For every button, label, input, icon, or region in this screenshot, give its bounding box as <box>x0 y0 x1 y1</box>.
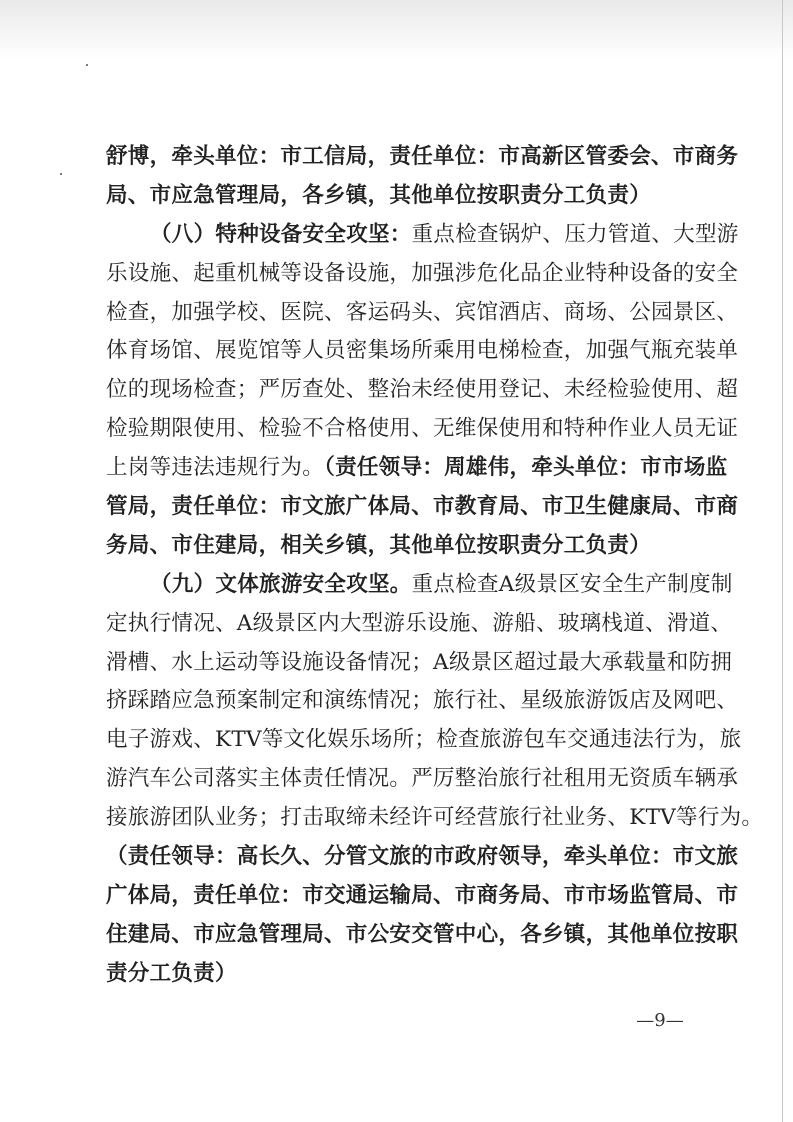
text-segment: 滑槽、水上运动等设施设备情况；A级景区超过最大承载量和防拥 <box>106 649 733 675</box>
text-segment: 定执行情况、A级景区内大型游乐设施、游船、玻璃栈道、滑道、 <box>106 610 733 636</box>
text-line <box>106 682 739 721</box>
bold-text-segment: 住建局、市应急管理局、市公安交管中心，各乡镇，其他单位按职 <box>106 921 739 947</box>
bold-text-segment: 广体局，责任单位：市交通运输局、市商务局、市市场监管局、市 <box>106 882 739 908</box>
text-segment: 位的现场检查；严厉查处、整治未经使用登记、未经检验使用、超 <box>106 377 739 403</box>
text-line <box>106 721 742 760</box>
text-segment: 乐设施、起重机械等设备设施，加强涉危化品企业特种设备的安全 <box>106 260 739 286</box>
text-line <box>106 177 696 216</box>
bold-text-segment: 务局、市住建局，相关乡镇，其他单位按职责分工负责） <box>106 532 652 558</box>
text-segment: 体育场馆、展览馆等人员密集场所乘用电梯检查，加强气瓶充装单 <box>106 338 739 364</box>
bold-text-segment: （责任领导：周雄伟，牵头单位：市市场监 <box>324 455 728 481</box>
text-segment: 接旅游团队业务；打击取缔未经许可经营旅行社业务、KTV等行为。 <box>106 805 764 831</box>
text-segment: 检查，加强学校、医院、客运码头、宾馆酒店、商场、公园景区、 <box>106 299 739 325</box>
text-line <box>106 760 739 799</box>
text-line <box>106 449 728 488</box>
bold-text-segment: 局、市应急管理局，各乡镇，其他单位按职责分工负责） <box>106 182 652 208</box>
text-line <box>106 371 739 410</box>
text-line <box>106 566 733 605</box>
text-line <box>106 255 739 294</box>
text-segment: 检验期限使用、检验不合格使用、无维保使用和特种作业人员无证 <box>106 416 739 442</box>
text-line <box>106 605 733 644</box>
text-line <box>106 138 739 177</box>
text-line <box>106 877 739 916</box>
text-line <box>106 955 696 994</box>
text-line <box>106 527 696 566</box>
text-segment: 游汽车公司落实主体责任情况。严厉整治旅行社租用无资质车辆承 <box>106 766 739 792</box>
bold-text-segment: （责任领导：高长久、分管文旅的市政府领导，牵头单位：市文旅 <box>106 844 739 870</box>
bold-text-segment: 管局，责任单位：市文旅广体局、市教育局、市卫生健康局、市商 <box>106 494 739 520</box>
bold-text-segment: 责分工负责） <box>106 960 237 986</box>
text-line <box>106 216 739 255</box>
bold-text-segment: 舒博，牵头单位：市工信局，责任单位：市高新区管委会、市商务 <box>106 144 739 169</box>
scan-shadow-top <box>0 0 793 60</box>
bold-text-segment: （八）特种设备安全攻坚： <box>150 221 412 247</box>
scan-edge-right <box>782 0 783 1122</box>
text-segment: 电子游戏、KTV等文化娱乐场所；检查旅游包车交通违法行为，旅 <box>106 727 742 753</box>
body-text <box>106 138 764 994</box>
text-line <box>106 916 739 955</box>
text-line <box>106 488 739 527</box>
text-line <box>106 332 739 371</box>
page-number: —9— <box>636 1010 684 1031</box>
text-line <box>106 838 739 877</box>
text-segment: 上岗等违法违规行为。 <box>106 455 325 481</box>
text-segment: 重点检查A级景区安全生产制度制 <box>411 571 733 597</box>
text-segment: 挤踩踏应急预案制定和演练情况；旅行社、星级旅游饭店及网吧、 <box>106 688 739 714</box>
text-line <box>106 294 739 333</box>
bold-text-segment: （九）文体旅游安全攻坚。 <box>150 571 412 597</box>
text-segment: 重点检查锅炉、压力管道、大型游 <box>411 221 739 247</box>
text-line <box>106 644 733 683</box>
scan-speck <box>60 173 62 175</box>
text-line <box>106 799 764 838</box>
text-line <box>106 410 739 449</box>
scan-speck <box>86 64 88 66</box>
